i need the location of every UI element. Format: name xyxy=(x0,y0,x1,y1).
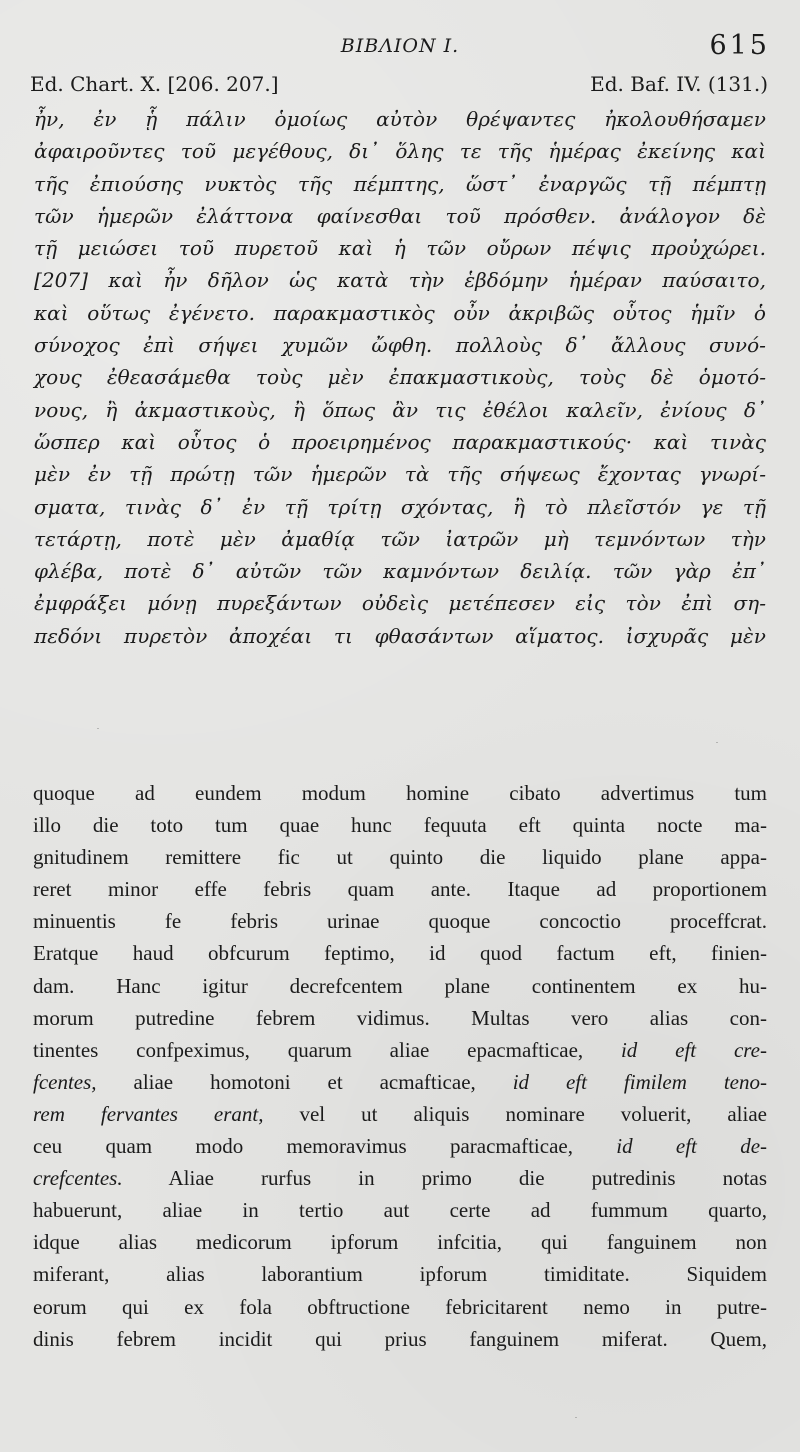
latin-line xyxy=(33,1130,767,1162)
latin-line xyxy=(33,1002,767,1034)
latin-text-segment: Aliae rurfus in primo die putredinis notas xyxy=(122,1166,767,1191)
latin-line xyxy=(33,905,767,937)
latin-italic-gloss: id eft fimilem teno- xyxy=(512,1069,767,1094)
latin-italic-gloss: id eft de- xyxy=(616,1134,768,1159)
greek-line: καὶ οὕτως ἐγένετο. παρακμαστικὸς οὖν ἀκριβῶς οὗτος ἡμῖν ὁ xyxy=(34,300,766,325)
scan-speck xyxy=(97,728,99,729)
latin-text-segment: eorum qui ex fola obftructione febricitarent nemo in putre- xyxy=(33,1294,767,1319)
latin-line xyxy=(33,1034,767,1066)
latin-line xyxy=(33,1194,767,1226)
latin-line xyxy=(33,1226,767,1258)
latin-line xyxy=(33,777,767,809)
latin-line xyxy=(33,1291,767,1323)
latin-line xyxy=(33,1066,767,1098)
greek-line: σματα, τινὰς δ᾽ ἐν τῇ τρίτῃ σχόντας, ἢ τὸ πλεῖστόν γε τῇ xyxy=(34,494,766,519)
latin-text-segment: gnitudinem remittere fic ut quinto die liquido plane appa- xyxy=(33,845,767,870)
latin-text-segment: quoque ad eundem modum homine cibato advertimus tum xyxy=(33,781,767,805)
latin-line xyxy=(33,1098,767,1130)
greek-line: τῇ μειώσει τοῦ πυρετοῦ καὶ ἡ τῶν οὔρων πέψις προὐχώρει. xyxy=(34,236,766,261)
greek-line: ὥσπερ καὶ οὗτος ὁ προειρημένος παρακμαστικούς· καὶ τινὰς xyxy=(34,429,766,454)
greek-text xyxy=(34,103,766,713)
latin-line xyxy=(33,970,767,1002)
latin-italic-gloss: crefcentes. xyxy=(33,1166,123,1191)
latin-line xyxy=(33,873,767,905)
page-number: 615 xyxy=(709,30,770,61)
latin-line xyxy=(33,1323,767,1355)
latin-text-segment: dinis febrem incidit qui prius fanguinem miferat. Quem, xyxy=(33,1326,767,1351)
greek-line: πεδόνι πυρετὸν ἀποχέαι τι φθασάντων αἵματος. ἰσχυρᾶς μὲν xyxy=(34,623,766,648)
scan-speck xyxy=(575,1417,577,1418)
greek-line: τετάρτῃ, ποτὲ μὲν ἀμαθίᾳ τῶν ἰατρῶν μὴ τεμνόντων τὴν xyxy=(34,526,766,551)
book-title: BIBΛIΟN I. xyxy=(340,35,460,57)
latin-line xyxy=(33,1162,767,1194)
latin-line xyxy=(33,937,767,969)
greek-line: ἦν, ἐν ᾗ πάλιν ὁμοίως αὐτὸν θρέψαντες ἠκολουθήσαμεν xyxy=(34,107,766,131)
latin-text-segment: reret minor effe febris quam ante. Itaque ad proportionem xyxy=(33,877,767,902)
greek-line: τῶν ἡμερῶν ἐλάττονα φαίνεσθαι τοῦ πρόσθεν. ἀνάλογον δὲ xyxy=(34,203,766,228)
greek-line: μὲν ἐν τῇ πρώτῃ τῶν ἡμερῶν τὰ τῆς σήψεως ἔχοντας γνωρί- xyxy=(34,462,766,487)
running-head xyxy=(30,28,770,64)
latin-italic-gloss: fcentes, xyxy=(33,1069,97,1094)
latin-text-segment: illo die toto tum quae hunc fequuta eft quinta nocte ma- xyxy=(33,813,767,838)
latin-text-segment: ceu quam modo memoravimus paracmafticae, xyxy=(33,1134,617,1159)
greek-line: ἐμφράξει μόνῃ πυρεξάντων οὐδεὶς μετέπεσεν εἰς τὸν ἐπὶ ση- xyxy=(34,591,766,616)
latin-line xyxy=(33,809,767,841)
latin-text-segment: idque alias medicorum ipforum infcitia, qui fanguinem non xyxy=(33,1230,767,1255)
edition-references xyxy=(30,68,768,100)
greek-line: ἀφαιροῦντες τοῦ μεγέθους, δι᾽ ὅλης τε τῆς ἡμέρας ἐκείνης καὶ xyxy=(34,139,766,164)
latin-text-segment: Eratque haud obfcurum feptimo, id quod factum eft, finien- xyxy=(33,941,767,966)
greek-line: χους ἐθεασάμεθα τοὺς μὲν ἐπακμαστικοὺς, τοὺς δὲ ὁμοτό- xyxy=(34,365,766,390)
latin-line xyxy=(33,1258,767,1290)
greek-line: σύνοχος ἐπὶ σήψει χυμῶν ὤφθη. πολλοὺς δ᾽ ἄλλους συνό- xyxy=(34,333,766,358)
latin-text-segment: vel ut aliquis nominare voluerit, aliae xyxy=(263,1101,767,1126)
latin-text-segment: dam. Hanc igitur decrefcentem plane continentem ex hu- xyxy=(33,973,767,998)
latin-italic-gloss: rem fervantes erant, xyxy=(33,1101,264,1126)
latin-translation xyxy=(33,777,767,1419)
latin-text-segment: habuerunt, aliae in tertio aut certe ad fummum quarto, xyxy=(33,1198,767,1223)
greek-line: [207] καὶ ἦν δῆλον ὡς κατὰ τὴν ἑβδόμην ἡμέραν παύσαιτο, xyxy=(34,268,766,293)
greek-line: τῆς ἐπιούσης νυκτὸς τῆς πέμπτης, ὥστ᾽ ἐναργῶς τῇ πέμπτῃ xyxy=(34,171,766,196)
latin-text-segment: morum putredine febrem vidimus. Multas vero alias con- xyxy=(33,1005,767,1030)
latin-text-segment: miferant, alias laborantium ipforum timiditate. Siquidem xyxy=(33,1262,767,1287)
edition-reference-right: Ed. Baf. IV. (131.) xyxy=(590,72,768,96)
greek-line: νους, ἢ ἀκμαστικοὺς, ἢ ὅπως ἂν τις ἐθέλοι καλεῖν, ἐνίους δ᾽ xyxy=(34,397,766,422)
latin-text-segment: tinentes confpeximus, quarum aliae epacmafticae, xyxy=(33,1037,621,1062)
latin-italic-gloss: id eft cre- xyxy=(620,1037,767,1062)
edition-reference-left: Ed. Chart. X. [206. 207.] xyxy=(30,72,279,96)
latin-text-segment: minuentis fe febris urinae quoque concoctio proceffcrat. xyxy=(33,909,767,934)
latin-text-segment: aliae homotoni et acmafticae, xyxy=(96,1069,513,1094)
scan-speck xyxy=(716,742,718,743)
greek-line: φλέβα, ποτὲ δ᾽ αὐτῶν τῶν καμνόντων δειλίᾳ. τῶν γὰρ ἐπ᾽ xyxy=(34,559,766,584)
latin-line xyxy=(33,841,767,873)
